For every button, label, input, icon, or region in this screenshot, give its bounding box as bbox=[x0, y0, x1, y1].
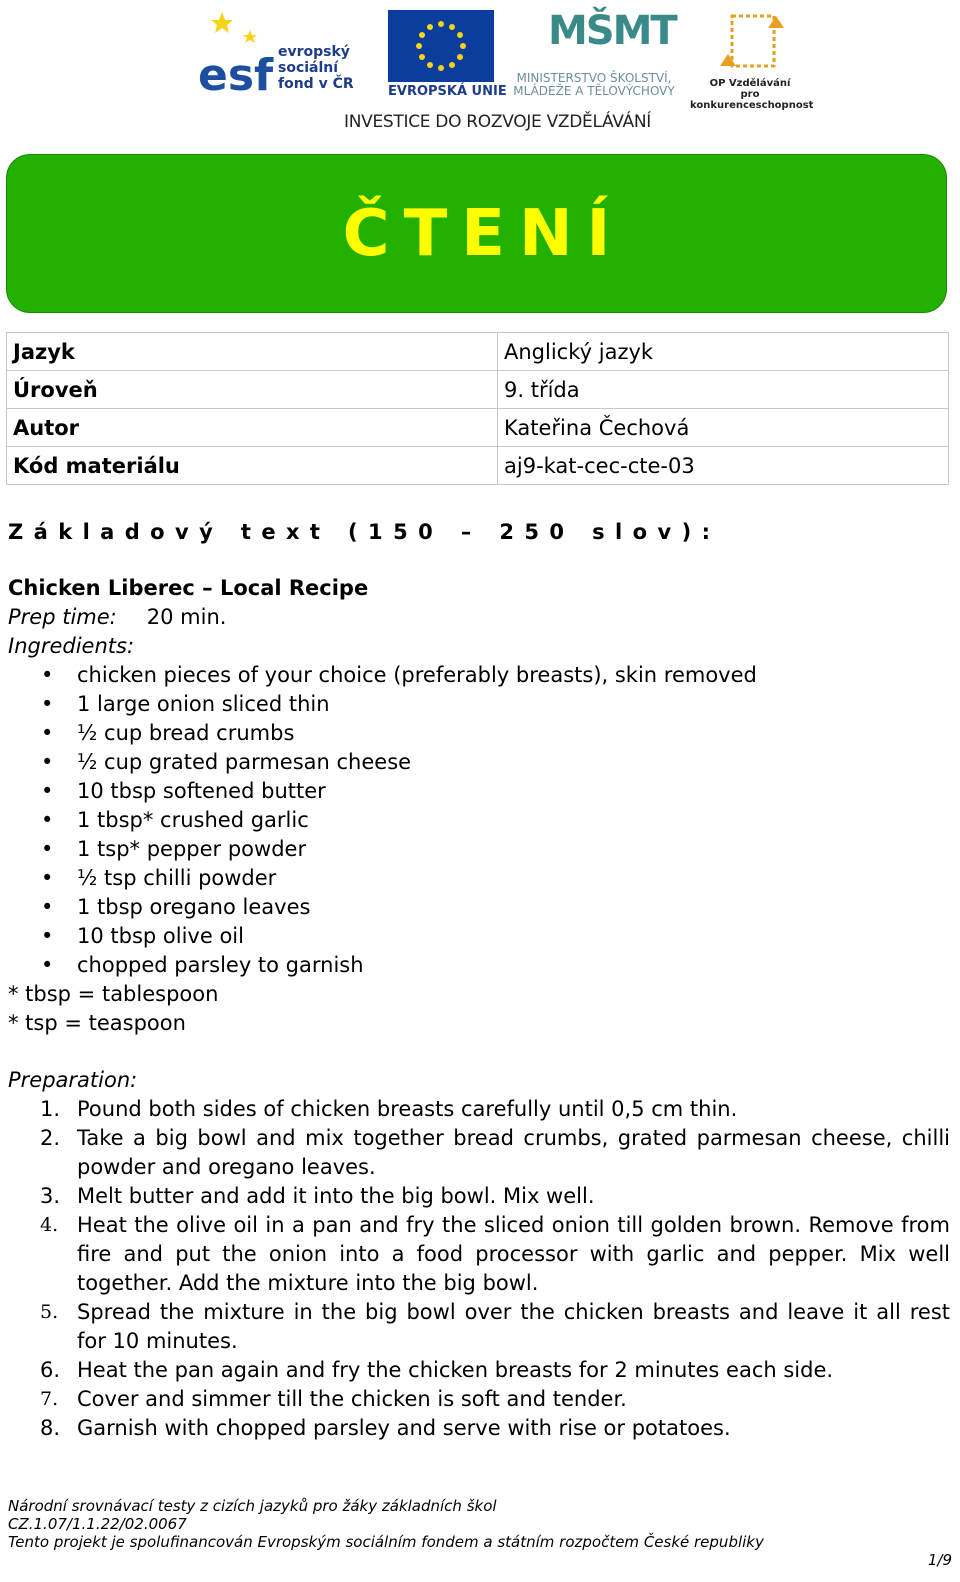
ingredients-list bbox=[8, 661, 950, 980]
table-value: aj9-kat-cec-cte-03 bbox=[498, 447, 949, 485]
step-text: Heat the olive oil in a pan and fry the sliced onion till golden brown. Remove from fire and put the onion into a food processor with garlic and pepper. Mix well together. Add the mixture into the big bowl. bbox=[77, 1213, 950, 1295]
step-number: 6. bbox=[40, 1358, 61, 1382]
preparation-label: Preparation: bbox=[8, 1068, 138, 1092]
list-item bbox=[8, 1414, 950, 1443]
recipe bbox=[8, 574, 950, 1443]
op-caption-line: OP Vzdělávání bbox=[709, 78, 791, 89]
base-text-heading: Základový text (150 – 250 slov): bbox=[8, 520, 721, 544]
list-item bbox=[8, 690, 950, 719]
eu-caption: EVROPSKÁ UNIE bbox=[388, 84, 507, 99]
step-number: 2. bbox=[40, 1126, 61, 1150]
table-row bbox=[7, 447, 949, 485]
bullet-icon: • bbox=[41, 721, 54, 745]
bullet-icon: • bbox=[41, 663, 54, 687]
esf-caption-line: evropský bbox=[278, 44, 350, 60]
list-item bbox=[8, 1298, 950, 1356]
bullet-icon: • bbox=[41, 924, 54, 948]
ingredient-text: 10 tbsp softened butter bbox=[77, 779, 326, 803]
banner-title: ČTENÍ bbox=[342, 196, 625, 271]
list-item bbox=[8, 806, 950, 835]
esf-caption-line: sociální bbox=[278, 60, 339, 76]
list-item bbox=[8, 951, 950, 980]
table-row bbox=[7, 409, 949, 447]
list-item bbox=[8, 893, 950, 922]
prep-time-value: 20 min. bbox=[146, 605, 227, 629]
op-logo-icon bbox=[718, 10, 788, 76]
bullet-icon: • bbox=[41, 866, 54, 890]
recipe-title: Chicken Liberec – Local Recipe bbox=[8, 576, 369, 600]
list-item bbox=[8, 1182, 950, 1211]
table-value: Kateřina Čechová bbox=[498, 409, 949, 447]
ingredient-text: chopped parsley to garnish bbox=[77, 953, 364, 977]
page-footer bbox=[8, 1497, 764, 1551]
bullet-icon: • bbox=[41, 895, 54, 919]
prep-time-label: Prep time: bbox=[8, 605, 117, 629]
table-key: Jazyk bbox=[7, 333, 498, 371]
preparation-steps bbox=[8, 1095, 950, 1443]
abbreviation-note: * tsp = teaspoon bbox=[8, 1011, 186, 1035]
list-item bbox=[8, 661, 950, 690]
page-number: 1/9 bbox=[927, 1551, 952, 1569]
abbreviation-note: * tbsp = tablespoon bbox=[8, 982, 219, 1006]
table-value: Anglický jazyk bbox=[498, 333, 949, 371]
ingredient-text: 1 tbsp oregano leaves bbox=[77, 895, 311, 919]
step-number: 5. bbox=[40, 1301, 59, 1323]
ingredient-text: ½ tsp chilli powder bbox=[77, 866, 277, 890]
ingredient-text: 1 tbsp* crushed garlic bbox=[77, 808, 309, 832]
step-text: Pound both sides of chicken breasts carefully until 0,5 cm thin. bbox=[77, 1097, 738, 1121]
esf-caption-line: fond v ČR bbox=[278, 76, 354, 92]
step-text: Cover and simmer till the chicken is soft and tender. bbox=[77, 1387, 627, 1411]
list-item bbox=[8, 864, 950, 893]
footer-line: Národní srovnávací testy z cizích jazyků pro žáky základních škol bbox=[8, 1497, 497, 1515]
list-item bbox=[8, 1385, 950, 1414]
list-item bbox=[8, 1356, 950, 1385]
footer-line: Tento projekt je spolufinancován Evropským sociálním fondem a státním rozpočtem České republiky bbox=[8, 1533, 764, 1551]
step-number: 4. bbox=[40, 1214, 59, 1236]
ingredients-label: Ingredients: bbox=[8, 634, 135, 658]
step-number: 1. bbox=[40, 1097, 61, 1121]
esf-logo-icon bbox=[198, 10, 276, 96]
footer-line: CZ.1.07/1.1.22/02.0067 bbox=[8, 1515, 187, 1533]
list-item bbox=[8, 835, 950, 864]
ingredient-text: ½ cup bread crumbs bbox=[77, 721, 295, 745]
list-item bbox=[8, 748, 950, 777]
msmt-caption-line: MINISTERSTVO ŠKOLSTVÍ, bbox=[516, 71, 672, 85]
step-number: 8. bbox=[40, 1416, 61, 1440]
msmt-caption bbox=[503, 72, 685, 98]
investice-slogan: INVESTICE DO ROZVOJE VZDĚLÁVÁNÍ bbox=[344, 112, 652, 132]
ingredient-text: 1 large onion sliced thin bbox=[77, 692, 330, 716]
svg-text:esf: esf bbox=[198, 50, 274, 96]
esf-caption bbox=[278, 44, 354, 92]
table-row bbox=[7, 333, 949, 371]
bullet-icon: • bbox=[41, 808, 54, 832]
step-number: 7. bbox=[40, 1388, 59, 1410]
title-banner bbox=[6, 154, 947, 313]
op-caption-line: pro konkurenceschopnost bbox=[690, 89, 814, 111]
ingredient-text: ½ cup grated parmesan cheese bbox=[77, 750, 412, 774]
list-item bbox=[8, 1211, 950, 1298]
table-key: Kód materiálu bbox=[7, 447, 498, 485]
list-item bbox=[8, 1095, 950, 1124]
bullet-icon: • bbox=[41, 779, 54, 803]
material-info-table bbox=[6, 332, 949, 485]
list-item bbox=[8, 922, 950, 951]
table-value: 9. třída bbox=[498, 371, 949, 409]
table-key: Úroveň bbox=[7, 371, 498, 409]
msmt-logo-mark: MŠMT bbox=[548, 8, 676, 54]
list-item bbox=[8, 777, 950, 806]
bullet-icon: • bbox=[41, 837, 54, 861]
spacer bbox=[8, 1038, 950, 1066]
step-text: Melt butter and add it into the big bowl. Mix well. bbox=[77, 1184, 595, 1208]
step-number: 3. bbox=[40, 1184, 61, 1208]
msmt-caption-line: MLÁDEŽE A TĚLOVÝCHOVY bbox=[513, 84, 675, 98]
eu-flag-icon bbox=[388, 10, 494, 82]
step-text: Garnish with chopped parsley and serve with rise or potatoes. bbox=[77, 1416, 731, 1440]
list-item bbox=[8, 719, 950, 748]
bullet-icon: • bbox=[41, 750, 54, 774]
step-text: Heat the pan again and fry the chicken breasts for 2 minutes each side. bbox=[77, 1358, 834, 1382]
bullet-icon: • bbox=[41, 692, 54, 716]
step-text: Take a big bowl and mix together bread crumbs, grated parmesan cheese, chilli powder and oregano leaves. bbox=[77, 1126, 950, 1179]
table-key: Autor bbox=[7, 409, 498, 447]
ingredient-text: chicken pieces of your choice (preferably breasts), skin removed bbox=[77, 663, 757, 687]
table-row bbox=[7, 371, 949, 409]
ingredient-text: 10 tbsp olive oil bbox=[77, 924, 244, 948]
list-item bbox=[8, 1124, 950, 1182]
logo-strip bbox=[0, 0, 960, 150]
prep-time bbox=[8, 603, 950, 632]
step-text: Spread the mixture in the big bowl over the chicken breasts and leave it all rest for 10 minutes. bbox=[77, 1300, 950, 1353]
bullet-icon: • bbox=[41, 953, 54, 977]
op-caption bbox=[690, 78, 814, 111]
ingredient-text: 1 tsp* pepper powder bbox=[77, 837, 307, 861]
